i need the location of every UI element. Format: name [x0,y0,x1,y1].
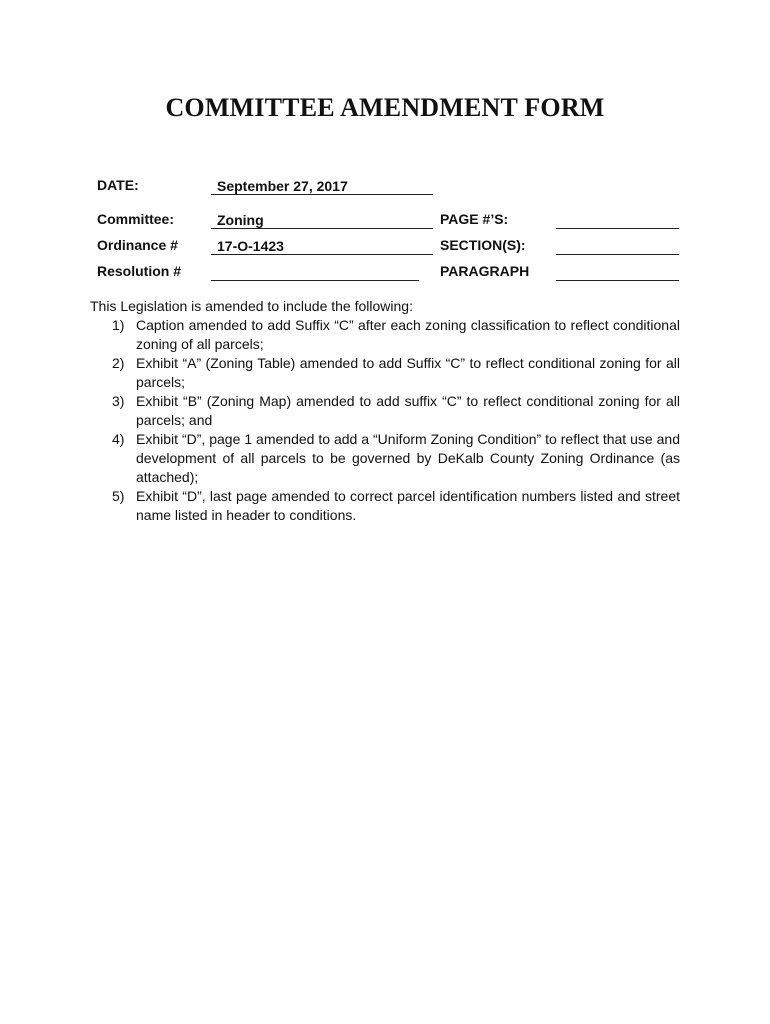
list-item [90,354,680,392]
amendment-body [90,297,680,525]
list-item-number: 2) [112,355,125,371]
list-item-text: Exhibit “A” (Zoning Table) amended to add Suffix “C” to reflect conditional zoning for all parcels; [136,355,680,390]
list-item-number: 1) [112,317,125,333]
form-title: COMMITTEE AMENDMENT FORM [165,93,605,122]
list-item-text: Exhibit “D”, page 1 amended to add a “Uniform Zoning Condition” to reflect that use and development of all parcels to be governed by DeKalb County Zoning Ordinance (as attached); [136,431,680,485]
paragraph-label: PARAGRAPH [440,263,530,279]
list-item-text: Caption amended to add Suffix “C” after each zoning classification to reflect conditional zoning of all parcels; [136,317,680,352]
sections-field[interactable] [556,237,679,255]
list-item-number: 3) [112,393,125,409]
committee-field[interactable]: Zoning [211,211,433,229]
pages-field[interactable] [556,211,679,229]
list-item [90,487,680,525]
ordinance-field[interactable]: 17-O-1423 [211,237,433,255]
date-field[interactable]: September 27, 2017 [211,177,433,195]
list-item [90,392,680,430]
list-item-text: Exhibit “B” (Zoning Map) amended to add suffix “C” to reflect conditional zoning for all parcels; and [136,393,680,428]
amendment-intro: This Legislation is amended to include the following: [90,298,413,314]
resolution-field[interactable] [211,263,419,281]
paragraph-field[interactable] [556,263,679,281]
committee-label: Committee: [97,211,175,227]
list-item-number: 4) [112,431,125,447]
list-item-number: 5) [112,488,125,504]
date-label: DATE: [97,177,139,193]
ordinance-label: Ordinance # [97,237,178,253]
pages-label: PAGE #’S: [440,211,509,227]
list-item [90,430,680,487]
list-item [90,316,680,354]
sections-label: SECTION(S): [440,237,526,253]
amendment-list [90,316,680,525]
resolution-label: Resolution # [97,263,182,279]
list-item-text: Exhibit “D”, last page amended to correct parcel identification numbers listed and street name listed in header to conditions. [136,488,680,523]
